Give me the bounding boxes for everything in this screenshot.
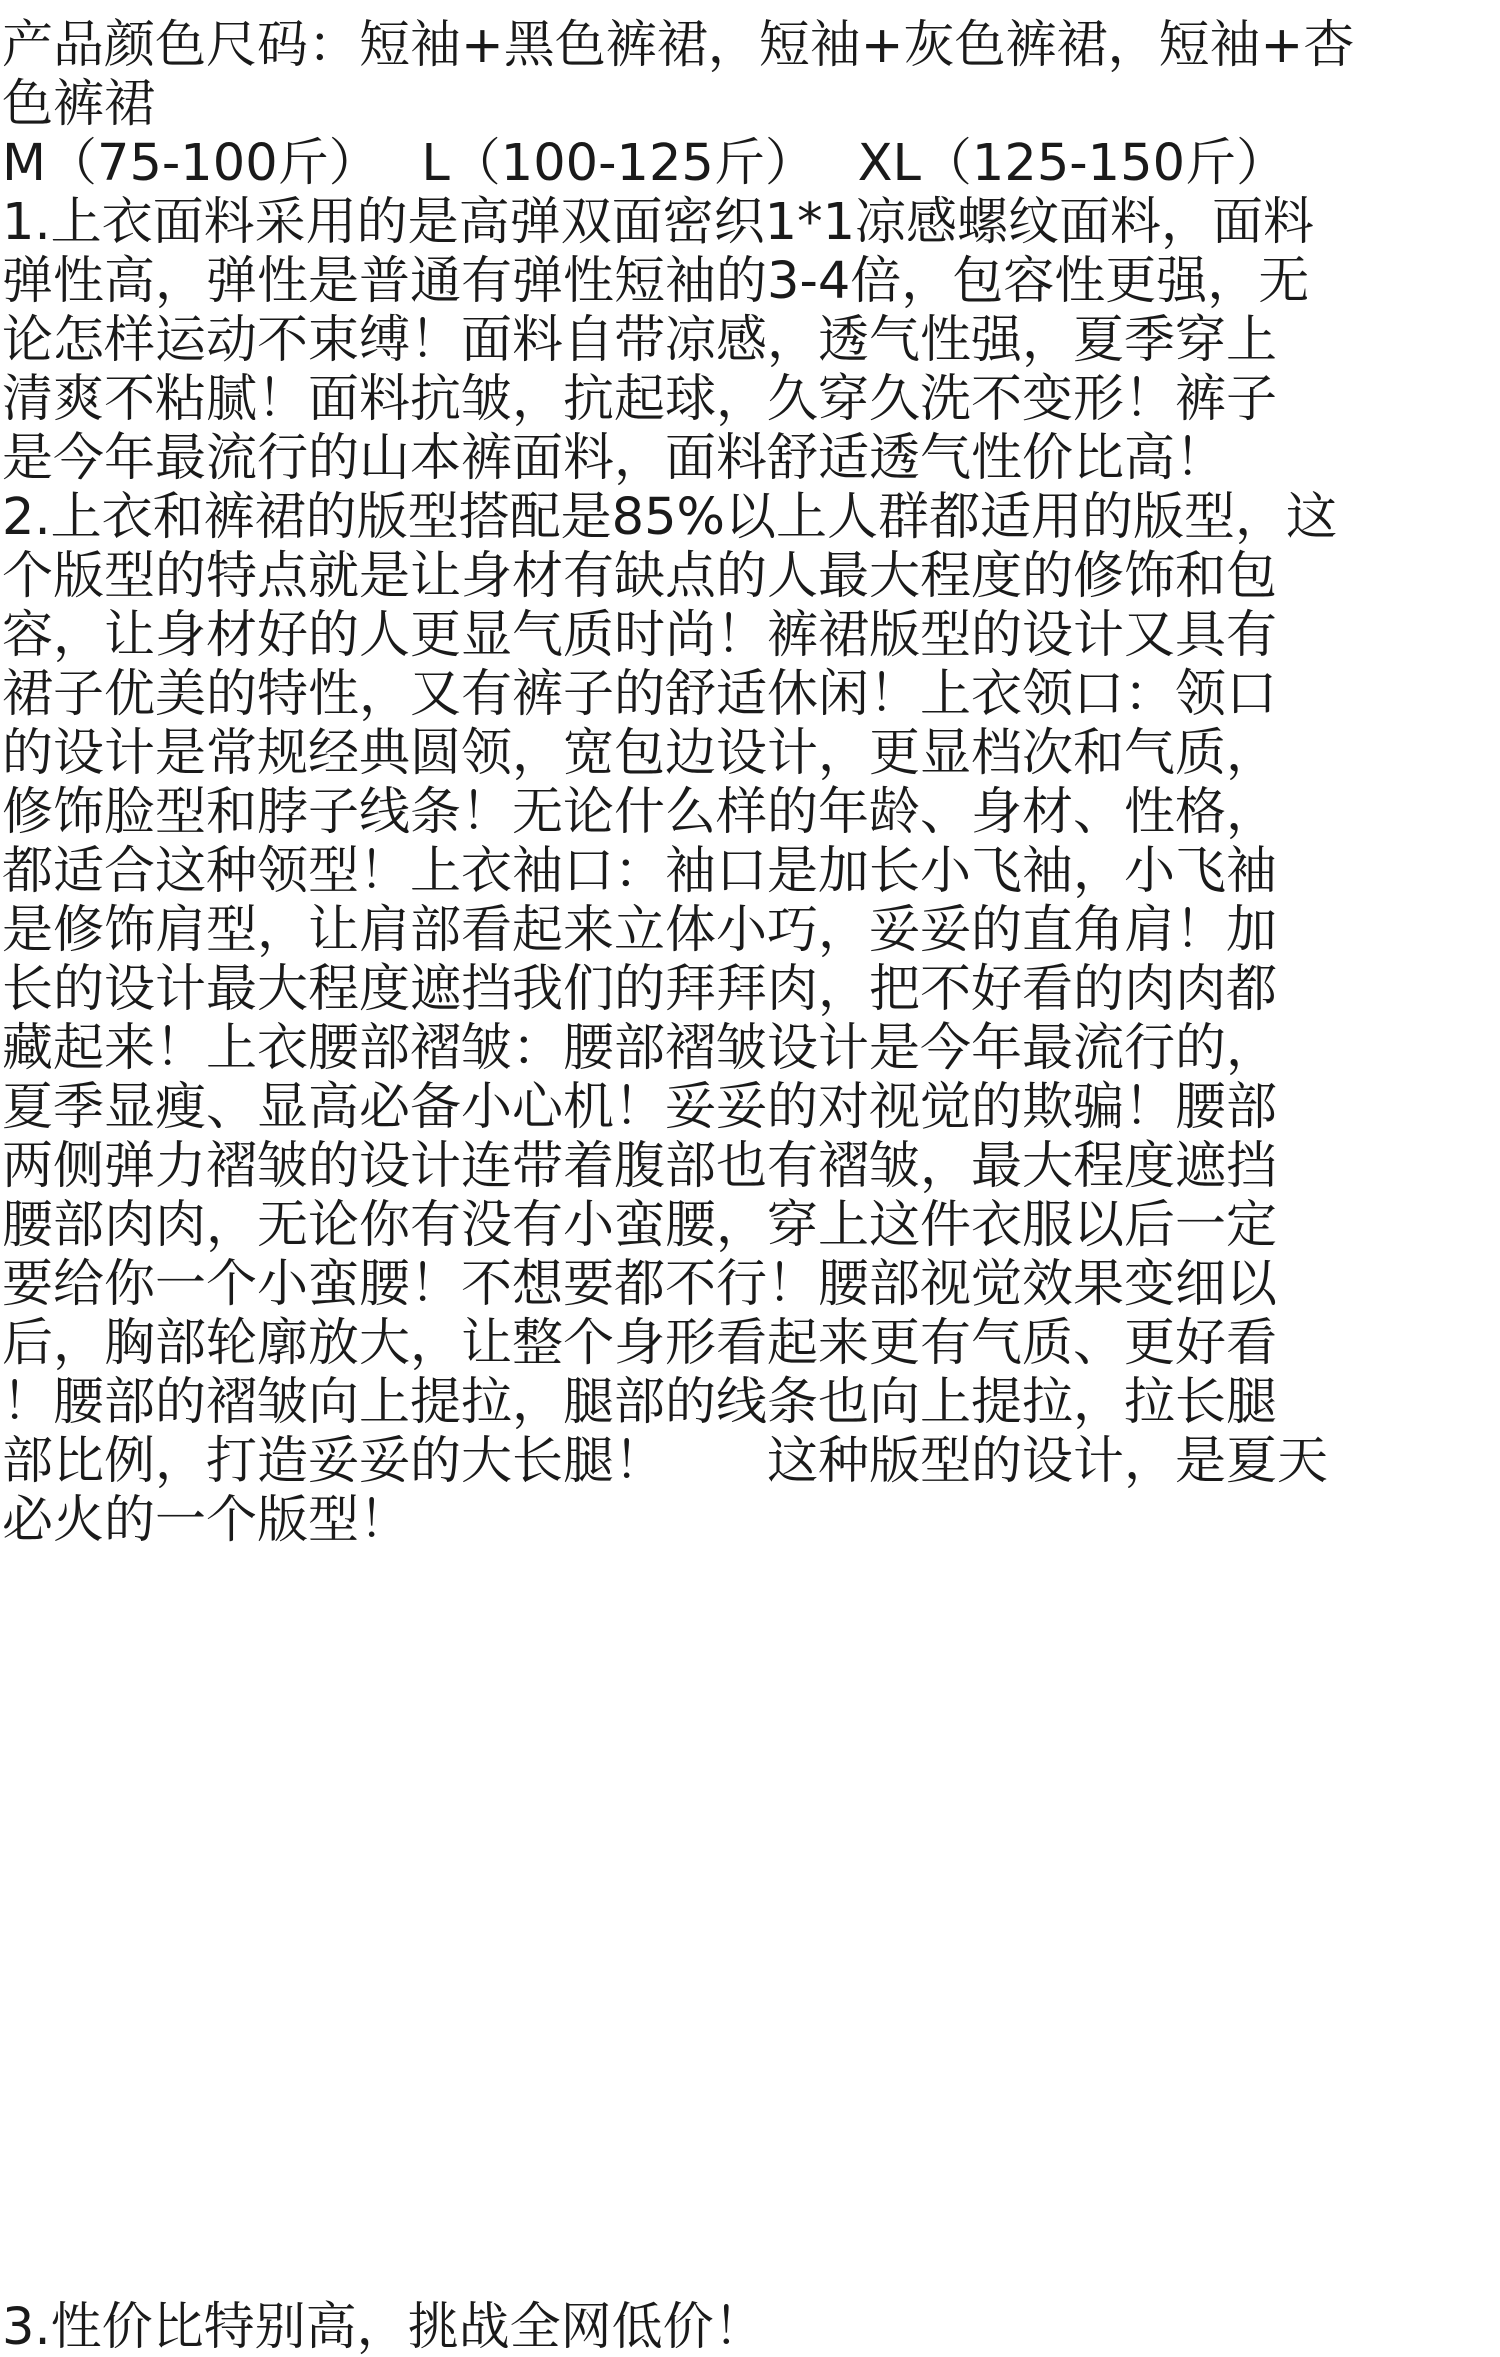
partially-visible-line-container [0, 2298, 1500, 2357]
text-line: 修饰脸型和脖子线条！无论什么样的年龄、身材、性格， [2, 783, 1278, 842]
text-line: 容，让身材好的人更显气质时尚！裤裙版型的设计又具有 [2, 606, 1278, 665]
text-line: 要给你一个小蛮腰！不想要都不行！腰部视觉效果变细以 [2, 1255, 1278, 1314]
text-line: 夏季显瘦、显高必备小心机！妥妥的对视觉的欺骗！腰部 [2, 1078, 1278, 1137]
text-line-partial: 3.性价比特别高，挑战全网低价！ [2, 2298, 765, 2357]
text-line: 2.上衣和裤裙的版型搭配是85%以上人群都适用的版型，这 [2, 488, 1338, 547]
text-line: 弹性高，弹性是普通有弹性短袖的3-4倍，包容性更强，无 [2, 252, 1310, 311]
text-line: 两侧弹力褶皱的设计连带着腹部也有褶皱，最大程度遮挡 [2, 1137, 1278, 1196]
text-line: 色裤裙 [2, 75, 156, 134]
text-line: 部比例，打造妥妥的大长腿！ 这种版型的设计，是夏天 [2, 1432, 1329, 1491]
text-line: 裙子优美的特性，又有裤子的舒适休闲！上衣领口：领口 [2, 665, 1278, 724]
text-line-sizes-colors: 产品颜色尺码：短袖+黑色裤裙，短袖+灰色裤裙，短袖+杏 [2, 16, 1355, 75]
text-line: 长的设计最大程度遮挡我们的拜拜肉，把不好看的肉肉都 [2, 960, 1278, 1019]
text-line-size-chart: M（75-100斤） L（100-125斤） XL（125-150斤） [2, 134, 1288, 193]
text-line: 个版型的特点就是让身材有缺点的人最大程度的修饰和包 [2, 547, 1278, 606]
text-line: 藏起来！上衣腰部褶皱：腰部褶皱设计是今年最流行的， [2, 1019, 1278, 1078]
text-line: 必火的一个版型！ [2, 1491, 411, 1550]
text-line: 清爽不粘腻！面料抗皱，抗起球，久穿久洗不变形！裤子 [2, 370, 1278, 429]
text-line: 论怎样运动不束缚！面料自带凉感，透气性强，夏季穿上 [2, 311, 1278, 370]
text-line: 后，胸部轮廓放大，让整个身形看起来更有气质、更好看 [2, 1314, 1278, 1373]
text-line: ！腰部的褶皱向上提拉，腿部的线条也向上提拉，拉长腿 [2, 1373, 1278, 1432]
text-line: 是今年最流行的山本裤面料，面料舒适透气性价比高！ [2, 429, 1227, 488]
text-line: 1.上衣面料采用的是高弹双面密织1*1凉感螺纹面料，面料 [2, 193, 1315, 252]
text-line: 腰部肉肉，无论你有没有小蛮腰，穿上这件衣服以后一定 [2, 1196, 1278, 1255]
text-line: 都适合这种领型！上衣袖口：袖口是加长小飞袖，小飞袖 [2, 842, 1278, 901]
text-line: 是修饰肩型，让肩部看起来立体小巧，妥妥的直角肩！加 [2, 901, 1278, 960]
text-line: 的设计是常规经典圆领，宽包边设计，更显档次和气质， [2, 724, 1278, 783]
